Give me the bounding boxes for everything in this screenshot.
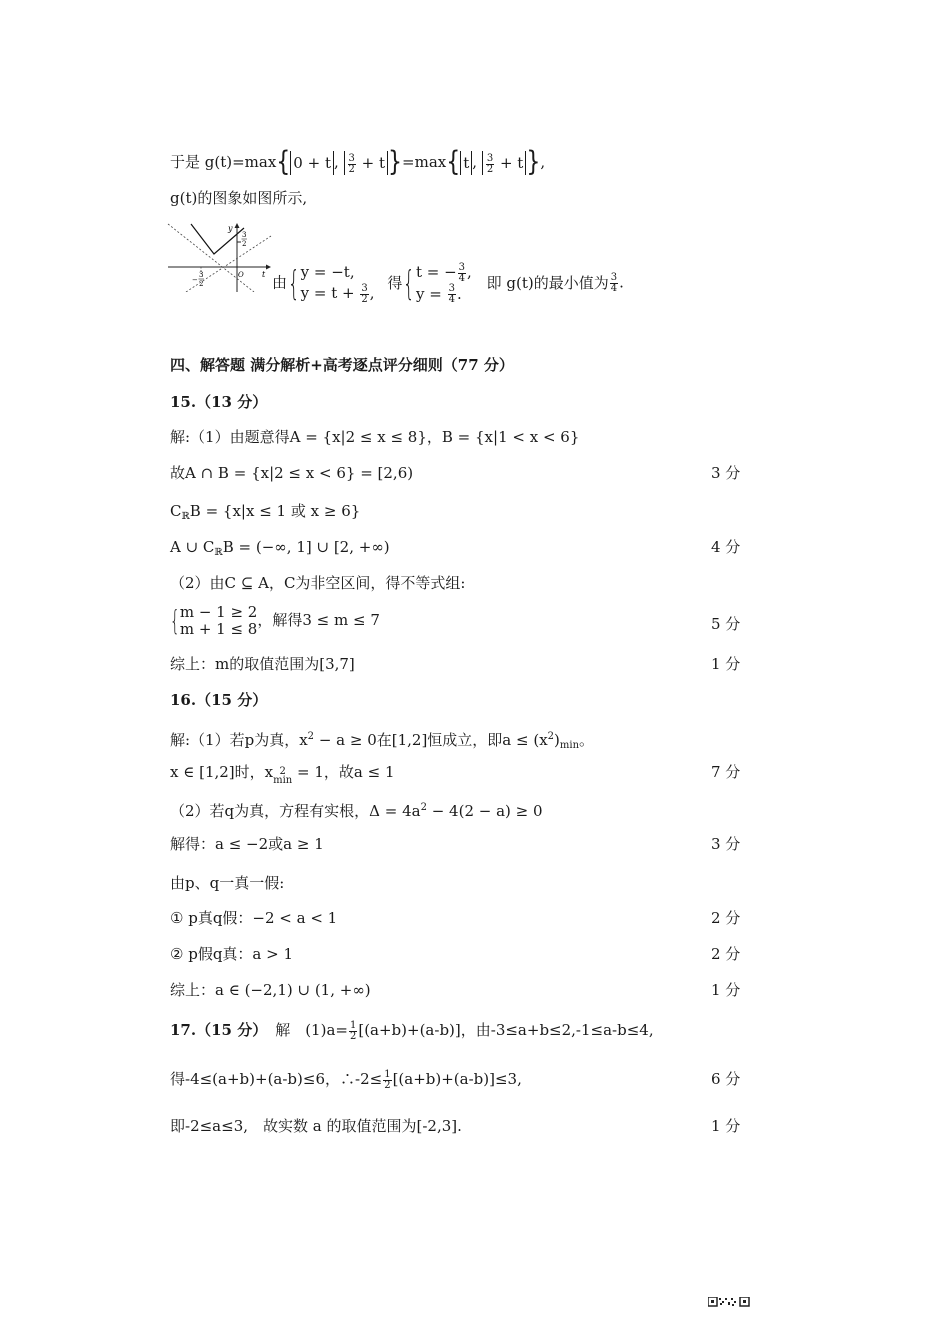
q16-line-1: 解:（1）若p为真，$x^2 - a \ge 0$在[1,2]恒成立，即$a \le (x^2)_{min}$。	[170, 731, 595, 751]
q15-line-1: 解:（1）由题意得A = {x|2 ≤ x ≤ 8}，B = {x|1 < x < 6}	[170, 428, 580, 446]
q17-line-2: 得-4≤(a+b)+(a-b)≤6，∴-2≤ $\frac{1}{2}$ [(a+b)+(a-b)]≤3,	[170, 1068, 522, 1091]
q15-points-4: 1 分	[711, 655, 741, 673]
y-tick-num: 3	[242, 231, 247, 239]
q16-line-6: ① p真q假：−2 < a < 1	[170, 909, 338, 927]
q15-inequality-system: { m − 1 ≥ 2 m + 1 ≤ 8 ，解得3 ≤ m ≤ 7	[170, 603, 380, 638]
q15-title: 15.（13 分）	[170, 393, 268, 411]
q17-line-3: 即-2≤a≤3, 故实数 a 的取值范围为[-2,3].	[170, 1117, 462, 1135]
q15-line-3: $C_ℝB = \{x|x \le 1$ 或 x ≥ 6}	[170, 502, 361, 522]
x-tick-den: 2	[199, 280, 204, 288]
q16-line-5: 由p、q一真一假:	[170, 874, 285, 892]
y-axis-arrow	[235, 223, 240, 228]
q15-points-3: 5 分	[711, 615, 741, 633]
section-title: 四、解答题 满分解析+高考逐点评分细则（77 分）	[170, 356, 514, 374]
x-tick-num: 3	[199, 271, 204, 279]
q15-points-2: 4 分	[711, 538, 741, 556]
q16-points-2: 3 分	[711, 835, 741, 853]
q16-line-8: 综上：a ∈ (−2,1) ∪ (1, +∞)	[170, 981, 371, 999]
q16-line-3: （2）若q为真，方程有实根，$\Delta = 4a^2 - 4(2 - a) \ge 0$	[170, 802, 543, 820]
q15-line-5: （2）由C ⊆ A，C为非空区间，得不等式组:	[170, 574, 466, 592]
q16-line-7: ② p假q真：a > 1	[170, 945, 294, 963]
q16-points-4: 2 分	[711, 945, 741, 963]
g-graph	[166, 222, 276, 292]
x-axis-arrow	[266, 265, 271, 270]
y-axis-label: y	[228, 224, 233, 233]
q16-points-5: 1 分	[711, 981, 741, 999]
q15-line-2: 故A ∩ B = {x|2 ≤ x < 6} = [2,6)	[170, 464, 414, 482]
x-neg-sign: −	[192, 276, 198, 284]
q17-points-1: 6 分	[711, 1070, 741, 1088]
q15-line-4: A ∪ $C_ℝB$ = (−∞, 1] ∪ [2, +∞)	[170, 538, 390, 558]
g-curve	[191, 224, 247, 254]
q16-title: 16.（15 分）	[170, 691, 268, 709]
y-tick-den: 2	[242, 240, 247, 248]
q15-line-7: 综上：m的取值范围为[3,7]	[170, 655, 355, 673]
q17-points-2: 1 分	[711, 1117, 741, 1135]
solve-system-line: 由{ y = −t, y = t + $\frac{3}{2}$ , 得{ t = − $\frac{3}{4}$ , y = $\frac{3}{4}$ . 即 g(t)的最小值为 $\frac{3}{4}$ .	[272, 261, 624, 305]
g-max-line: 于是 g(t)=max{ 0 + t , $\frac{3}{2}$ + t }=max{ t , $\frac{3}{2}$ + t },	[170, 146, 546, 178]
x-axis-label: t	[262, 270, 266, 279]
q16-points-3: 2 分	[711, 909, 741, 927]
q17-line-1: 17.（15 分） 解 (1)a= $\frac{1}{2}$ [(a+b)+(a-b)]，由-3≤a+b≤2,-1≤a-b≤4,	[170, 1019, 654, 1042]
q16-line-2: x ∈ [1,2]时，x 2 min = 1，故a ≤ 1	[170, 763, 395, 786]
q16-points-1: 7 分	[711, 763, 741, 781]
q16-line-4: 解得：a ≤ −2或a ≥ 1	[170, 835, 324, 853]
graph-caption: g(t)的图象如图所示,	[170, 189, 308, 207]
origin-label: O	[238, 271, 244, 279]
q15-points-1: 3 分	[711, 464, 741, 482]
scanner-watermark-icon	[708, 1297, 750, 1307]
